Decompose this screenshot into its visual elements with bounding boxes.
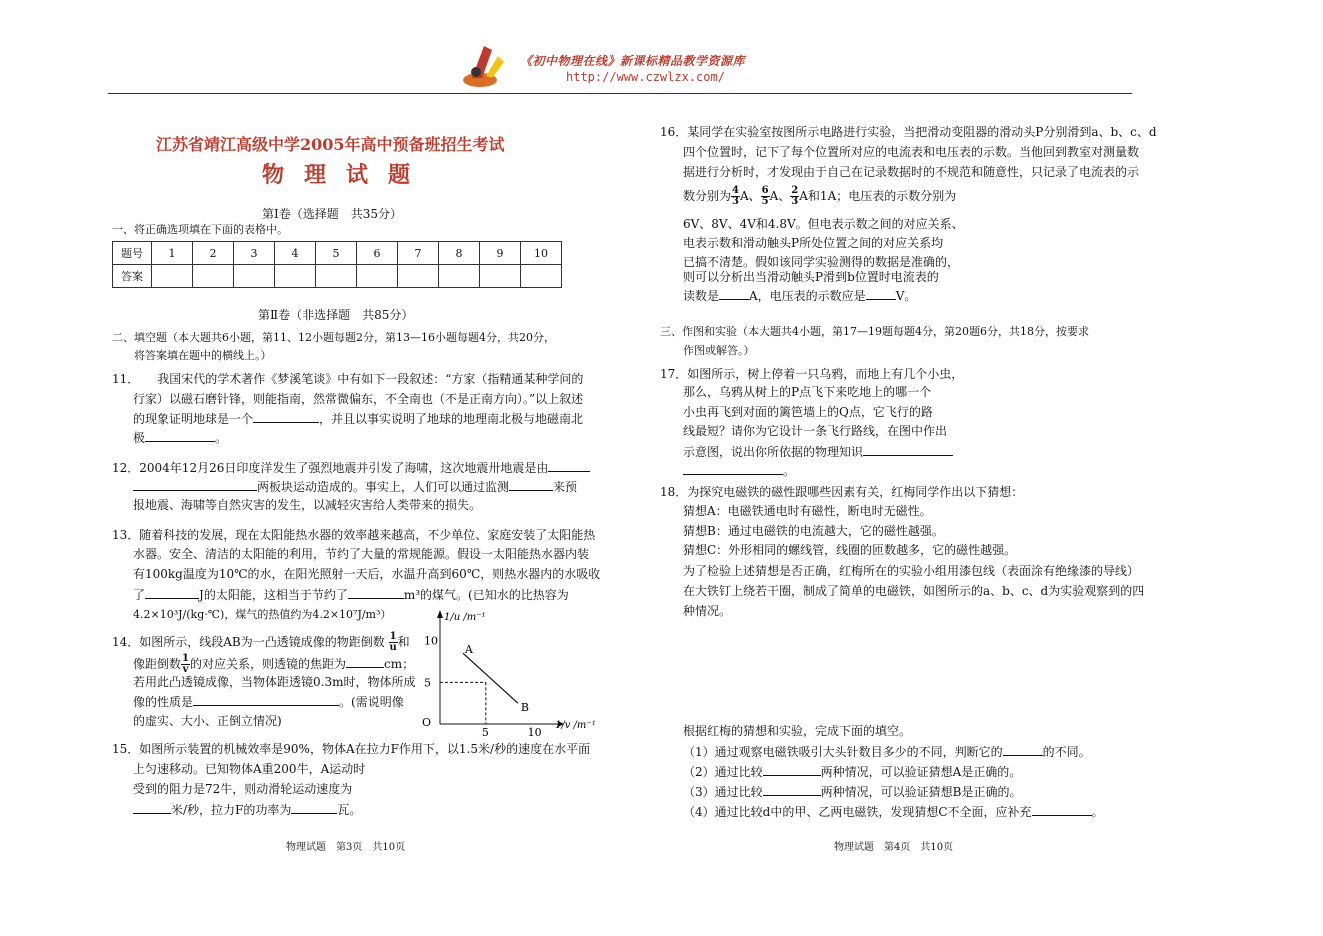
answer-cell[interactable] <box>357 265 398 288</box>
frac-den: 5 <box>761 196 769 207</box>
q17-line2: 那么，乌鸦从树上的P点飞下来吃地上的哪一个 <box>683 385 932 399</box>
answer-table-answer-row <box>113 265 562 288</box>
q15-line2: 上匀速移动。已知物体A重200牛，A运动时 <box>133 762 366 776</box>
q16-text: A、 <box>739 189 761 203</box>
q14-text: 和 <box>397 635 410 649</box>
q18-blank-2[interactable] <box>763 763 821 776</box>
origin-label: O <box>422 716 432 729</box>
sec3-header-line1: 三、作图和实验（本大题共4小题，第17—19题每题4分，第20题6分，共18分，按要求 <box>660 325 1089 338</box>
fill-header-line2: 将答案填在题中的横线上。） <box>134 349 272 362</box>
frac-den: u <box>389 642 397 653</box>
fraction-4-3 <box>731 186 740 207</box>
q13-text: m³的煤气。(已知水的比热容为 <box>403 588 569 602</box>
q18-sub1 <box>683 743 1091 761</box>
q16-line2: 四个位置时，记下了每个位置所对应的电流表和电压表的示数。当他回到教室对测量数 <box>683 145 1140 159</box>
answer-table-number-row <box>113 242 562 265</box>
q15-line3: 受到的阻力是72牛，则动滑轮运动速度为 <box>133 782 353 796</box>
q13-line4 <box>133 586 569 604</box>
q16-line3: 据进行分析时，才发现由于自己在记录数据时的不规范和随意性，只记录了电流表的示 <box>683 165 1140 179</box>
answer-table <box>112 241 562 288</box>
q17-line1: 17．如图所示，树上停着一只乌鸦，而地上有几个小虫， <box>660 367 964 381</box>
header-rule <box>108 93 1132 94</box>
q13-blank-1[interactable] <box>145 586 199 599</box>
table-cell-number: 6 <box>357 242 398 265</box>
point-label: A <box>464 643 473 657</box>
q13-line1: 13．随着科技的发展，现在太阳能热水器的效率越来越高，不少单位、家庭安装了太阳能热 <box>112 528 596 542</box>
answer-cell[interactable] <box>275 265 316 288</box>
q14-line4 <box>133 693 404 711</box>
site-url[interactable]: http://www.czwlzx.com/ <box>566 70 725 84</box>
table-cell-number: 9 <box>480 242 521 265</box>
site-title: 《初中物理在线》新课标精品教学资源库 <box>520 54 746 68</box>
q18-sub2 <box>683 763 1021 781</box>
q14-line2 <box>133 654 414 675</box>
q17-line4: 线最短？请你为它设计一条飞行路线，在图中作出 <box>683 424 948 438</box>
q13-text: J的太阳能，这相当于节约了 <box>199 588 348 602</box>
answer-cell[interactable] <box>234 265 275 288</box>
table-cell-number: 5 <box>316 242 357 265</box>
q15-text: 米/秒，拉力F的功率为 <box>171 803 292 817</box>
frac-den: 3 <box>732 196 739 207</box>
q16-line8: 则可以分析出当滑动触头P滑到b位置时电流表的 <box>683 270 939 284</box>
q18-guess-b: 猜想B：通过电磁铁的电流越大，它的磁性越强。 <box>683 524 944 538</box>
q18-blank-3[interactable] <box>763 783 821 796</box>
q15-text: 瓦。 <box>337 803 362 817</box>
q16-line9 <box>683 287 916 305</box>
q16-line1: 16．某同学在实验室按图所示电路进行实验，当把滑动变阻器的滑动头P分别滑到a、b、c、d <box>660 125 1157 139</box>
q11-line3 <box>133 410 583 428</box>
table-cell-number: 7 <box>398 242 439 265</box>
y-axis-label: 1/u /m⁻¹ <box>444 612 486 623</box>
q18-line7: 种情况。 <box>683 604 732 618</box>
q18-text: （1）通过观察电磁铁吸引大头针数目多少的不同，判断它的 <box>683 745 1003 759</box>
q11-text: 。 <box>215 431 228 445</box>
table-cell-number: 1 <box>152 242 193 265</box>
q11-line1: 11． 我国宋代的学术著作《梦溪笔谈》中有如下一段叙述：“方家（指精通某种学问的 <box>112 372 584 386</box>
q16-blank-2[interactable] <box>866 287 896 300</box>
part2-title: 第Ⅱ卷（非选择题 共85分） <box>258 308 414 322</box>
x-tick-label: 5 <box>481 726 489 736</box>
q18-text: 两种情况，可以验证猜想B是正确的。 <box>820 785 1022 799</box>
answer-cell[interactable] <box>316 265 357 288</box>
q11-blank-2[interactable] <box>145 429 215 442</box>
q13-line5: 4.2×10³J/(kg·℃)，煤气的热值约为4.2×10⁷J/m³） <box>133 608 392 621</box>
table-cell-number: 10 <box>521 242 562 265</box>
q16-line5: 6V、8V、4V和4.8V。但电表示数之间的对应关系、 <box>683 217 964 231</box>
x-tick-label: 10 <box>527 726 542 736</box>
table-cell-number: 3 <box>234 242 275 265</box>
y-tick-label: 10 <box>424 634 438 648</box>
q18-blank-1[interactable] <box>1003 743 1043 756</box>
fraction-1-over-v <box>181 654 190 675</box>
q18-text: （3）通过比较 <box>683 785 763 799</box>
x-axis-label: 1/v /m⁻¹ <box>555 720 596 731</box>
q17-text: 。 <box>783 464 796 478</box>
fraction-6-5 <box>761 186 770 207</box>
table-cell-number: 8 <box>439 242 480 265</box>
answer-cell[interactable] <box>521 265 562 288</box>
q11-text: 的现象证明地球是一个 <box>133 412 254 426</box>
q14-text: 像距倒数 <box>133 657 182 671</box>
fraction-2-3 <box>790 186 799 207</box>
answer-cell[interactable] <box>193 265 234 288</box>
fraction-1-over-u <box>389 632 398 653</box>
q16-text: A、 <box>769 189 791 203</box>
answer-cell[interactable] <box>152 265 193 288</box>
q14-text: 的对应关系，则透镜的焦距为 <box>189 657 346 671</box>
q12-line1 <box>112 459 590 477</box>
q11-text: 极 <box>133 431 146 445</box>
q17-text: 示意图，说出你所依据的物理知识 <box>683 445 864 459</box>
footer-left: 物理试题 第3页 共10页 <box>286 842 406 853</box>
q17-blank-1[interactable] <box>863 443 953 456</box>
q12-line2 <box>133 478 577 496</box>
q16-line7: 已搞不清楚。假如该同学实验测得的数据是准确的， <box>683 255 960 269</box>
sec3-header-line2: 作图或解答。） <box>683 344 755 357</box>
q18-line1: 18．为探究电磁铁的磁性跟哪些因素有关，红梅同学作出以下猜想： <box>660 485 1024 499</box>
lens-graph <box>410 606 600 736</box>
q12-blank-1[interactable] <box>548 459 590 472</box>
q18-text: 。 <box>1091 805 1104 819</box>
q18-line8: 根据红梅的猜想和实验，完成下面的填空。 <box>683 724 912 738</box>
frac-num: 2 <box>791 185 799 196</box>
table-cell-label: 题号 <box>113 242 152 265</box>
q18-sub4 <box>683 803 1104 821</box>
q14-blank-2[interactable] <box>193 693 339 706</box>
answer-cell[interactable] <box>480 265 521 288</box>
q11-line2: 行家）以磁石磨针锋，则能指南，然常微偏东，不全南也（不是正南方向）。”以上叙述 <box>133 392 584 406</box>
q17-line5 <box>683 443 953 461</box>
q16-text: A和1A；电压表的示数分别为 <box>799 189 957 203</box>
q16-text: 数分别为 <box>683 189 732 203</box>
q13-blank-2[interactable] <box>348 586 404 599</box>
q16-text: V。 <box>895 289 917 303</box>
y-axis-arrow-icon <box>437 610 443 618</box>
answer-cell[interactable] <box>439 265 480 288</box>
footer-right: 物理试题 第4页 共10页 <box>834 842 954 853</box>
q13-line3: 有100kg温度为10℃的水，在阳光照射一天后，水温升高到60℃，则热水器内的水吸收 <box>133 567 601 581</box>
q12-text: 来预 <box>553 480 578 494</box>
q14-text: 像的性质是 <box>133 695 194 709</box>
table-cell-number: 2 <box>193 242 234 265</box>
q18-guess-a: 猜想A：电磁铁通电时有磁性，断电时无磁性。 <box>683 504 932 518</box>
q15-line4 <box>133 801 361 819</box>
site-logo-icon <box>462 42 506 90</box>
q16-text: 读数是 <box>683 289 720 303</box>
part1-title: 第Ⅰ卷（选择题 共35分） <box>262 207 403 221</box>
q12-text: 两板块运动造成的。事实上，人们可以通过监测 <box>257 480 510 494</box>
q18-text: 的不同。 <box>1042 745 1091 759</box>
q14-text: cm； <box>384 657 415 671</box>
q14-line5: 的虚实、大小、正倒立情况) <box>133 714 282 728</box>
frac-den: v <box>182 664 189 675</box>
q14-text: 14．如图所示，线段AB为一凸透镜成像的物距倒数 <box>112 635 385 649</box>
point-label: B <box>520 701 530 715</box>
q18-guess-c: 猜想C：外形相同的螺线管，线圈的匝数越多，它的磁性越强。 <box>683 543 1017 557</box>
q16-line6: 电表示数和滑动触头P所处位置之间的对应关系均 <box>683 236 944 250</box>
q11-blank-1[interactable] <box>253 410 319 423</box>
frac-num: 1 <box>182 653 189 664</box>
q13-text: 了 <box>133 588 146 602</box>
q12-text: 12．2004年12月26日印度洋发生了强烈地震并引发了海啸，这次地震卅地震是由 <box>112 461 549 475</box>
segment-ab <box>463 653 518 703</box>
q17-blank-2[interactable] <box>683 462 783 475</box>
q14-blank-1[interactable] <box>346 655 384 668</box>
frac-num: 1 <box>389 631 397 642</box>
q15-line1: 15．如图所示装置的机械效率是90%，物体A在拉力F作用下，以1.5米/秒的速度在水平面 <box>112 742 591 756</box>
q18-text: 两种情况，可以验证猜想A是正确的。 <box>820 765 1022 779</box>
frac-den: 3 <box>791 196 799 207</box>
exam-school-title: 江苏省靖江高级中学2005年高中预备班招生考试 <box>156 135 505 154</box>
q18-text: （4）通过比较d中的甲、乙两电磁铁，发现猜想C不全面，应补充 <box>683 805 1032 819</box>
q17-line6 <box>683 462 795 480</box>
part1-instruction: 一、将正确选项填在下面的表格中。 <box>112 223 288 236</box>
exam-subject-title: 物理试题 <box>262 162 431 188</box>
q15-blank-2[interactable] <box>291 801 337 814</box>
q14-line3: 若用此凸透镜成像，当物体距透镜0.3m时，物体所成 <box>133 675 416 689</box>
table-cell-label: 答案 <box>113 265 152 288</box>
q18-sub3 <box>683 783 1021 801</box>
y-tick-label: 5 <box>424 676 431 690</box>
q16-text: A，电压表的示数应是 <box>749 289 866 303</box>
q14-text: 。(需说明像 <box>339 695 404 709</box>
q13-line2: 水器。安全、清洁的太阳能的利用，节约了大量的常规能源。假设一太阳能热水器内装 <box>133 547 590 561</box>
q11-line4 <box>133 429 227 447</box>
q17-line3: 小虫再飞到对面的篱笆墙上的Q点，它飞行的路 <box>683 405 933 419</box>
q12-blank-2[interactable] <box>509 478 553 491</box>
q18-line5: 为了检验上述猜想是否正确，红梅所在的实验小组用漆包线（表面涂有绝缘漆的导线） <box>683 564 1140 578</box>
q16-blank-1[interactable] <box>719 287 749 300</box>
frac-num: 4 <box>732 185 739 196</box>
fill-header-line1: 二、填空题（本大题共6小题，第11、12小题每题2分，第13—16小题每题4分，共20分， <box>112 331 555 344</box>
q16-line4 <box>683 184 956 208</box>
q12-line3: 报地震、海啸等自然灾害的发生，以减轻灾害给人类带来的损失。 <box>133 498 482 512</box>
q11-text: ，并且以事实说明了地球的地理南北极与地磁南北 <box>319 412 584 426</box>
frac-num: 6 <box>761 185 769 196</box>
q15-blank-1[interactable] <box>133 801 171 814</box>
table-cell-number: 4 <box>275 242 316 265</box>
answer-cell[interactable] <box>398 265 439 288</box>
q18-blank-4[interactable] <box>1032 803 1092 816</box>
q18-line6: 在大铁钉上绕若干圈，制成了简单的电磁铁，如图所示的a、b、c、d为实验观察到的四 <box>683 584 1145 598</box>
q12-blank-1b[interactable] <box>133 478 257 491</box>
q18-text: （2）通过比较 <box>683 765 763 779</box>
q14-line1 <box>112 632 410 653</box>
